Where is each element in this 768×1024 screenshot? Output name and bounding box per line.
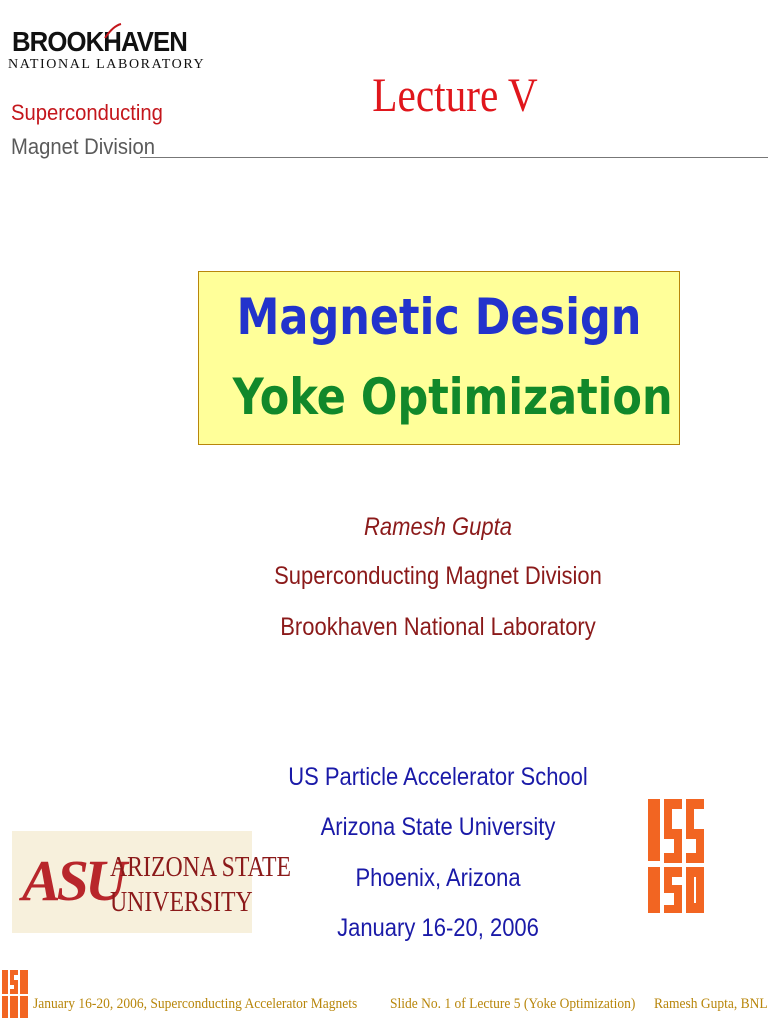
logo-swoosh-icon xyxy=(103,22,123,42)
logo-subtitle: NATIONAL LABORATORY xyxy=(8,57,206,72)
author-lab: Brookhaven National Laboratory xyxy=(280,613,596,641)
asu-logo xyxy=(12,831,292,933)
uspas-logo-icon xyxy=(648,797,704,915)
asu-logo-line1: ARIZONA STATE xyxy=(110,851,292,883)
school-university: Arizona State University xyxy=(320,813,556,841)
title-subtitle: Yoke Optimization xyxy=(232,368,673,426)
footer-course: January 16-20, 2006, Superconducting Accelerator Magnets xyxy=(33,996,358,1012)
lecture-title: Lecture V xyxy=(372,69,538,122)
author-division: Superconducting Magnet Division xyxy=(274,562,602,590)
header-divider xyxy=(140,157,768,158)
brookhaven-logo xyxy=(8,22,206,82)
school-name: US Particle Accelerator School xyxy=(288,763,588,791)
logo-name: BROOKHAVEN xyxy=(12,26,187,57)
division-label-line2: Magnet Division xyxy=(11,134,155,159)
asu-logo-mark: ASU xyxy=(22,848,123,913)
footer-slide-number: Slide No. 1 of Lecture 5 (Yoke Optimization) xyxy=(390,996,636,1012)
footer-author: Ramesh Gupta, BNL xyxy=(654,996,768,1012)
title-box xyxy=(198,271,680,445)
school-city: Phoenix, Arizona xyxy=(355,864,521,892)
footer-uspas-icon xyxy=(2,968,28,1020)
author-name: Ramesh Gupta xyxy=(364,513,512,541)
title-main: Magnetic Design xyxy=(236,288,642,346)
asu-logo-line2: UNIVERSITY xyxy=(110,886,253,918)
division-label-line1: Superconducting xyxy=(11,100,163,125)
school-dates: January 16-20, 2006 xyxy=(337,914,539,942)
